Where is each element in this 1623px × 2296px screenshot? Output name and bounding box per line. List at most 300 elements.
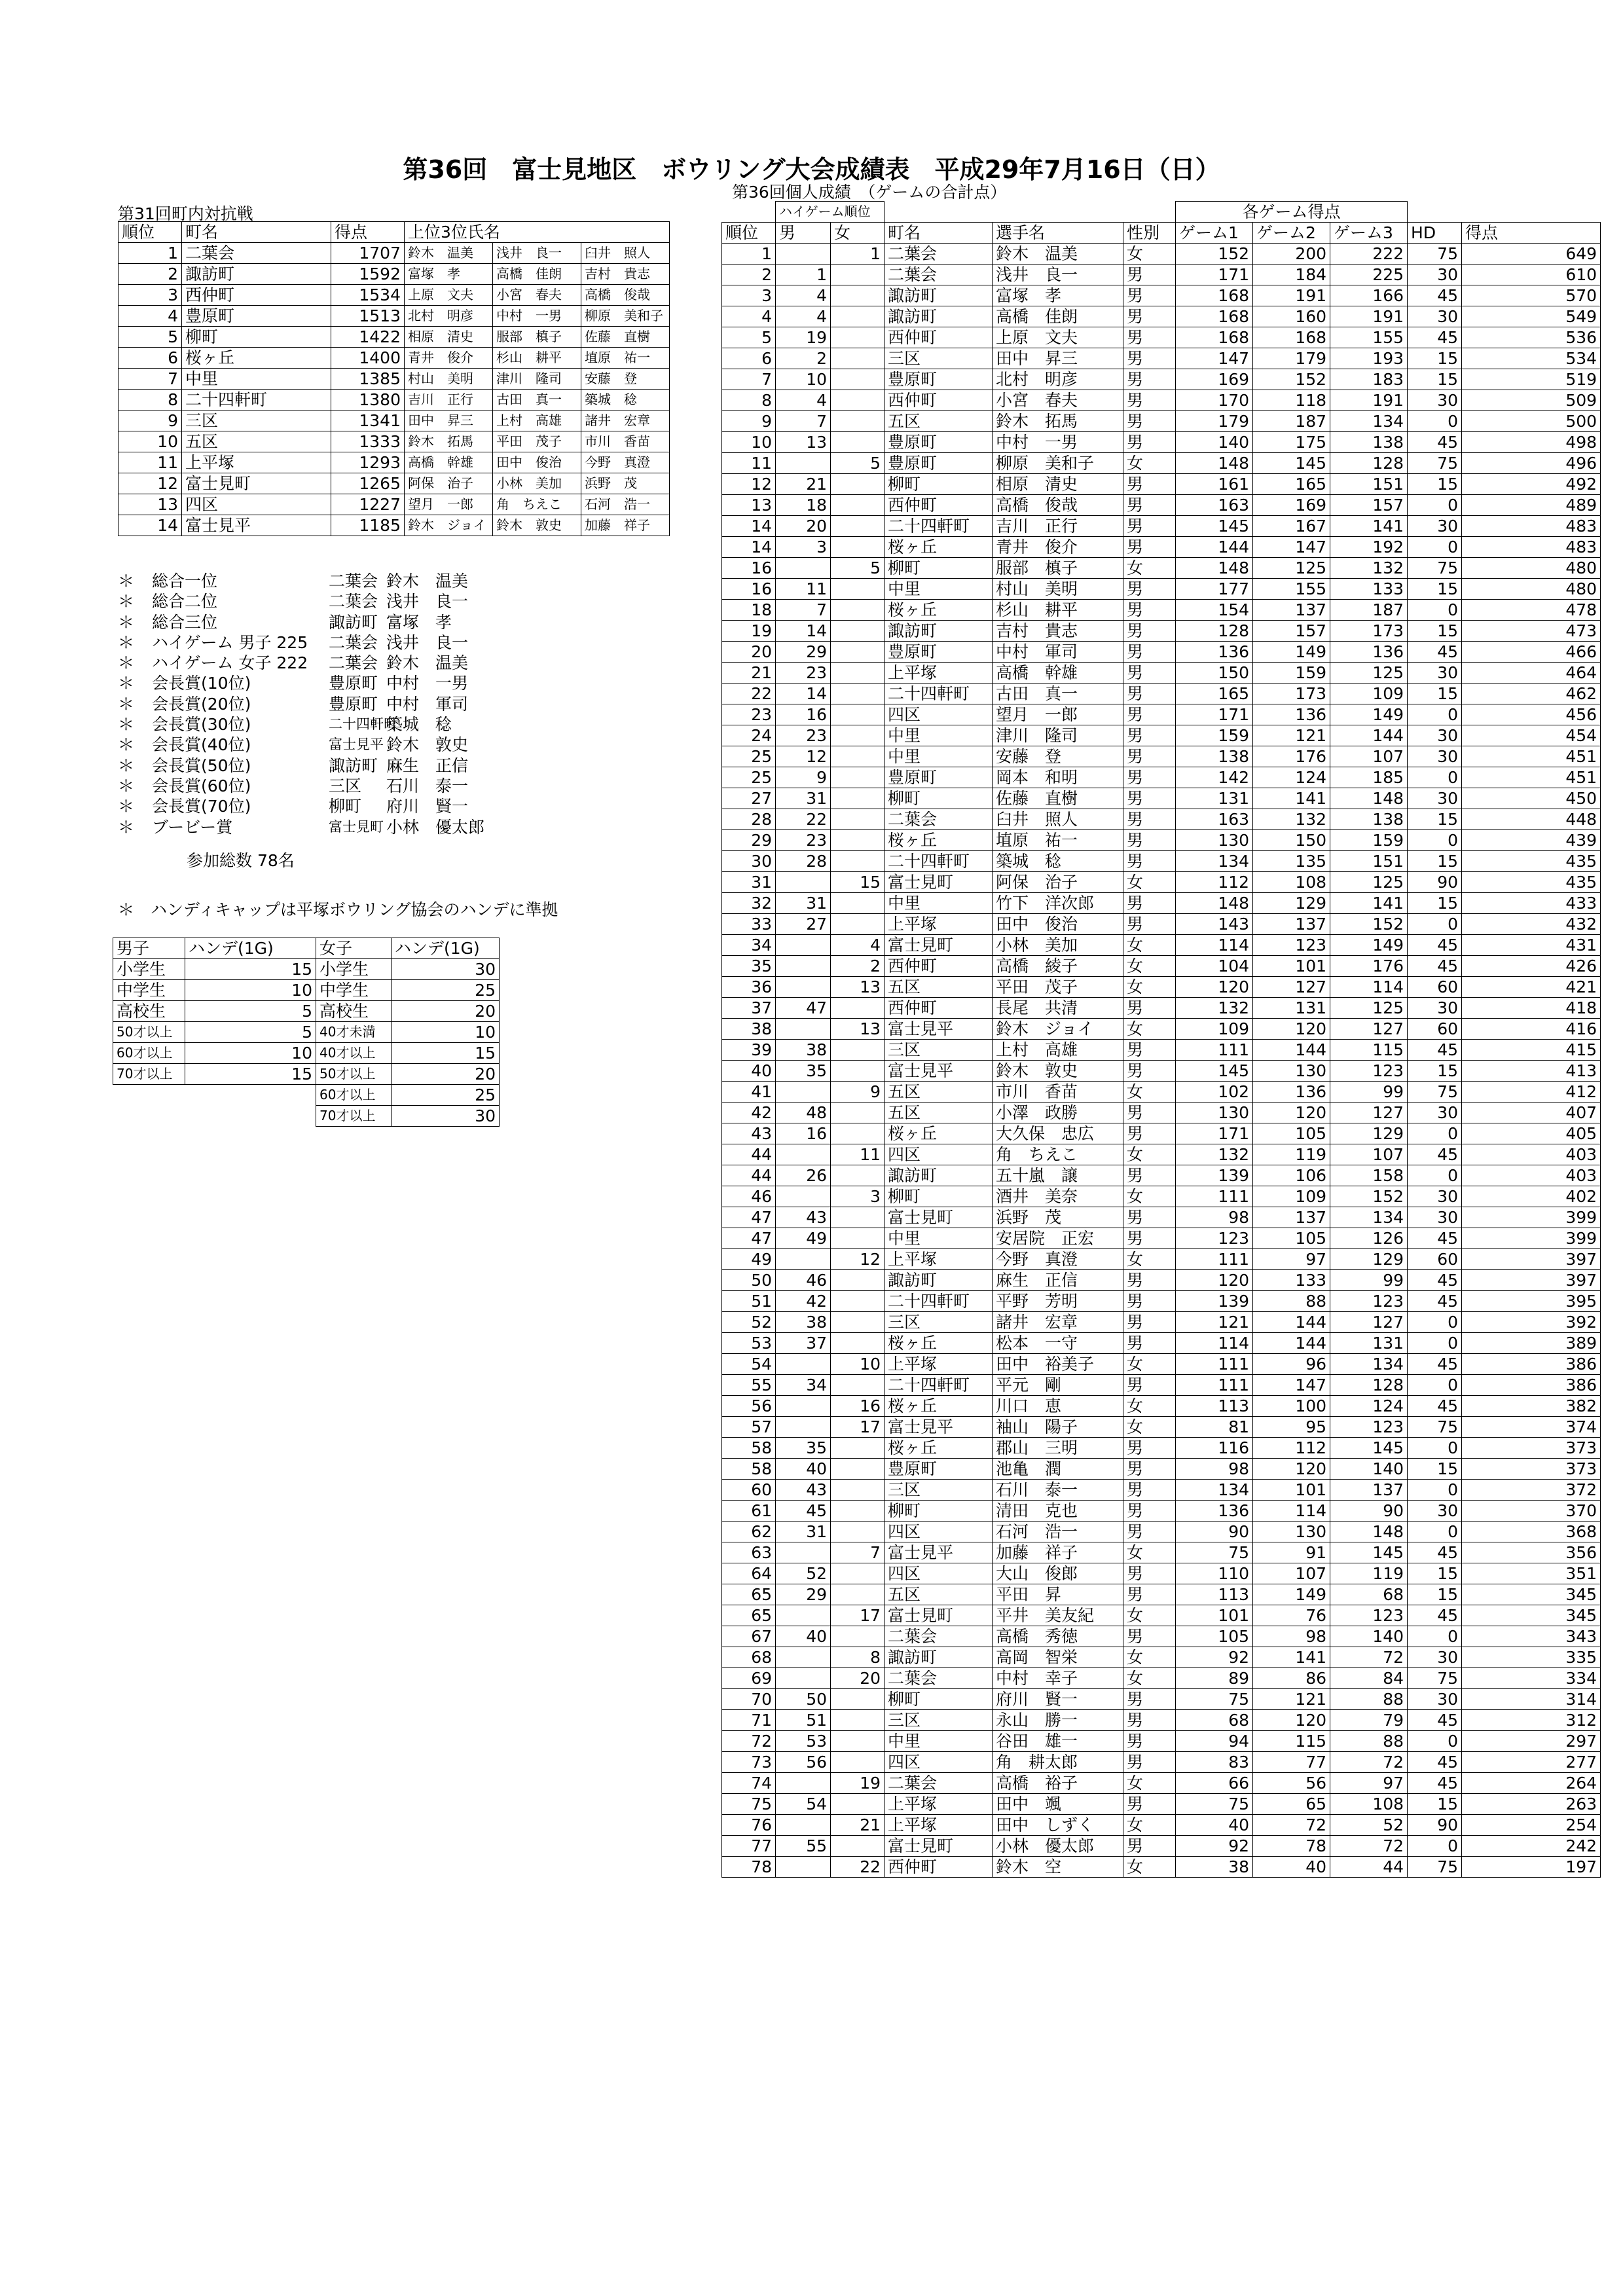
player-name-cell: 鈴木 拓馬 xyxy=(993,411,1123,432)
game3-cell: 138 xyxy=(1330,432,1408,453)
hd-cell: 45 xyxy=(1408,642,1462,663)
hd-cell: 0 xyxy=(1408,1731,1462,1752)
game3-cell: 68 xyxy=(1330,1584,1408,1605)
female-rank-cell xyxy=(831,621,884,642)
game1-cell: 136 xyxy=(1176,1501,1253,1522)
table-row xyxy=(722,1186,1601,1207)
male-rank-cell: 31 xyxy=(776,1522,831,1542)
game2-cell: 135 xyxy=(1253,851,1330,872)
female-rank-cell xyxy=(831,1123,884,1144)
town-cell: 柳町 xyxy=(884,788,993,809)
player-name-cell: 鈴木 敦史 xyxy=(993,1061,1123,1082)
male-handicap-cell: 10 xyxy=(185,980,316,1001)
rank-cell: 5 xyxy=(722,327,776,348)
game3-cell: 193 xyxy=(1330,348,1408,369)
award-name: 石川 泰一 xyxy=(386,776,469,795)
table-row xyxy=(119,327,670,348)
table-row xyxy=(722,893,1601,914)
female-rank-cell xyxy=(831,683,884,704)
game2-cell: 65 xyxy=(1253,1794,1330,1815)
male-rank-cell: 2 xyxy=(776,348,831,369)
total-score-cell: 483 xyxy=(1462,516,1601,537)
table-row xyxy=(722,642,1601,663)
male-category-cell: 中学生 xyxy=(113,980,185,1001)
table-row xyxy=(722,1438,1601,1459)
hd-cell: 15 xyxy=(1408,1584,1462,1605)
town-cell: 上平塚 xyxy=(884,1249,993,1270)
total-score-cell: 334 xyxy=(1462,1668,1601,1689)
rank-cell: 4 xyxy=(119,306,182,327)
header-cell: 女子 xyxy=(316,938,392,959)
town-cell: 二十四軒町 xyxy=(884,851,993,872)
player-name-cell: 吉川 正行 xyxy=(993,516,1123,537)
member-cell: 上村 高雄 xyxy=(493,410,581,431)
rank-cell: 30 xyxy=(722,851,776,872)
town-cell: 桜ヶ丘 xyxy=(884,1396,993,1417)
game3-cell: 145 xyxy=(1330,1542,1408,1563)
game1-cell: 75 xyxy=(1176,1689,1253,1710)
player-name-cell: 平田 昇 xyxy=(993,1584,1123,1605)
rank-cell: 73 xyxy=(722,1752,776,1773)
game3-cell: 99 xyxy=(1330,1082,1408,1102)
game2-cell: 76 xyxy=(1253,1605,1330,1626)
rank-cell: 31 xyxy=(722,872,776,893)
game1-cell: 147 xyxy=(1176,348,1253,369)
game3-cell: 187 xyxy=(1330,600,1408,621)
rank-cell: 11 xyxy=(119,452,182,473)
table-row xyxy=(722,516,1601,537)
male-rank-cell: 29 xyxy=(776,642,831,663)
town-cell: 中里 xyxy=(884,579,993,600)
hd-cell: 0 xyxy=(1408,767,1462,788)
game1-cell: 102 xyxy=(1176,1082,1253,1102)
gender-cell: 女 xyxy=(1123,956,1176,977)
male-rank-cell: 43 xyxy=(776,1207,831,1228)
town-cell: 富士見町 xyxy=(884,1836,993,1857)
total-score-cell: 403 xyxy=(1462,1144,1601,1165)
female-rank-cell: 17 xyxy=(831,1605,884,1626)
game3-cell: 140 xyxy=(1330,1459,1408,1480)
total-score-cell: 536 xyxy=(1462,327,1601,348)
member-cell: 鈴木 ジョイ xyxy=(405,515,493,536)
award-name: 麻生 正信 xyxy=(386,756,469,775)
game3-cell: 136 xyxy=(1330,642,1408,663)
member-cell: 中村 一男 xyxy=(493,306,581,327)
game1-cell: 92 xyxy=(1176,1647,1253,1668)
female-category-cell: 70才以上 xyxy=(316,1106,392,1127)
game3-cell: 125 xyxy=(1330,663,1408,683)
score-cell: 1707 xyxy=(331,243,405,264)
member-cell: 吉村 貴志 xyxy=(581,264,670,285)
town-cell: 柳町 xyxy=(884,1689,993,1710)
female-category-cell: 中学生 xyxy=(316,980,392,1001)
player-name-cell: 田中 裕美子 xyxy=(993,1354,1123,1375)
rank-cell: 49 xyxy=(722,1249,776,1270)
total-score-cell: 418 xyxy=(1462,998,1601,1019)
table-row xyxy=(119,243,670,264)
game2-cell: 108 xyxy=(1253,872,1330,893)
game2-cell: 88 xyxy=(1253,1291,1330,1312)
female-category-cell: 40才未満 xyxy=(316,1022,392,1043)
award-bullet: ＊ xyxy=(118,612,135,632)
game1-cell: 121 xyxy=(1176,1312,1253,1333)
table-row xyxy=(722,600,1601,621)
female-rank-cell xyxy=(831,1480,884,1501)
award-item xyxy=(118,694,484,714)
male-rank-cell: 23 xyxy=(776,663,831,683)
hd-cell: 75 xyxy=(1408,1668,1462,1689)
score-cell: 1513 xyxy=(331,306,405,327)
town-cell: 豊原町 xyxy=(884,642,993,663)
male-handicap-cell xyxy=(185,1106,316,1127)
game3-cell: 134 xyxy=(1330,1354,1408,1375)
individual-subtitle: 第36回個人成績 （ゲームの合計点） xyxy=(732,183,1007,202)
total-score-cell: 345 xyxy=(1462,1584,1601,1605)
table-row xyxy=(722,977,1601,998)
award-label: 会長賞(60位) xyxy=(152,776,251,795)
spacer-cell xyxy=(884,202,1176,223)
female-rank-cell xyxy=(831,998,884,1019)
female-rank-cell xyxy=(831,1228,884,1249)
hd-cell: 15 xyxy=(1408,893,1462,914)
member-cell: 青井 俊介 xyxy=(405,348,493,369)
male-rank-cell: 19 xyxy=(776,327,831,348)
game2-cell: 131 xyxy=(1253,998,1330,1019)
male-rank-cell xyxy=(776,956,831,977)
gender-cell: 男 xyxy=(1123,1291,1176,1312)
game2-cell: 127 xyxy=(1253,977,1330,998)
rank-cell: 8 xyxy=(722,390,776,411)
total-score-cell: 399 xyxy=(1462,1228,1601,1249)
rank-cell: 75 xyxy=(722,1794,776,1815)
town-cell: 三区 xyxy=(182,410,331,431)
female-rank-cell xyxy=(831,1061,884,1082)
gender-cell: 男 xyxy=(1123,1459,1176,1480)
member-cell: 浅井 良一 xyxy=(493,243,581,264)
table-row xyxy=(722,285,1601,306)
game3-cell: 222 xyxy=(1330,244,1408,264)
town-cell: 四区 xyxy=(884,1144,993,1165)
table-row xyxy=(722,1731,1601,1752)
gender-cell: 女 xyxy=(1123,1668,1176,1689)
total-score-cell: 431 xyxy=(1462,935,1601,956)
game1-cell: 90 xyxy=(1176,1522,1253,1542)
rank-cell: 65 xyxy=(722,1584,776,1605)
town-cell: 中里 xyxy=(884,746,993,767)
game3-cell: 148 xyxy=(1330,788,1408,809)
rank-cell: 9 xyxy=(119,410,182,431)
game1-cell: 101 xyxy=(1176,1605,1253,1626)
town-cell: 上平塚 xyxy=(884,663,993,683)
town-cell: 四区 xyxy=(884,704,993,725)
game3-cell: 159 xyxy=(1330,830,1408,851)
gender-cell: 男 xyxy=(1123,1836,1176,1857)
hd-cell: 30 xyxy=(1408,1186,1462,1207)
game1-cell: 168 xyxy=(1176,306,1253,327)
game2-cell: 112 xyxy=(1253,1438,1330,1459)
game1-cell: 128 xyxy=(1176,621,1253,642)
header-cell: ゲーム3 xyxy=(1330,223,1408,244)
female-rank-cell xyxy=(831,1291,884,1312)
female-rank-cell: 4 xyxy=(831,935,884,956)
gender-cell: 男 xyxy=(1123,1270,1176,1291)
player-name-cell: 今野 真澄 xyxy=(993,1249,1123,1270)
female-rank-cell: 10 xyxy=(831,1354,884,1375)
table-header-row xyxy=(722,223,1601,244)
rank-cell: 60 xyxy=(722,1480,776,1501)
rank-cell: 16 xyxy=(722,579,776,600)
hd-cell: 45 xyxy=(1408,327,1462,348)
male-rank-cell: 40 xyxy=(776,1626,831,1647)
total-score-cell: 277 xyxy=(1462,1752,1601,1773)
player-name-cell: 中村 幸子 xyxy=(993,1668,1123,1689)
gender-cell: 女 xyxy=(1123,453,1176,474)
game2-cell: 101 xyxy=(1253,1480,1330,1501)
female-rank-cell xyxy=(831,474,884,495)
hd-cell: 45 xyxy=(1408,1144,1462,1165)
game1-cell: 66 xyxy=(1176,1773,1253,1794)
game2-cell: 120 xyxy=(1253,1459,1330,1480)
total-score-cell: 368 xyxy=(1462,1522,1601,1542)
rank-cell: 57 xyxy=(722,1417,776,1438)
spacer-cell xyxy=(1408,202,1601,223)
hd-cell: 15 xyxy=(1408,579,1462,600)
game1-cell: 163 xyxy=(1176,809,1253,830)
table-row xyxy=(722,851,1601,872)
award-label: ハイゲーム 女子 222 xyxy=(152,653,308,673)
player-name-cell: 大山 俊郎 xyxy=(993,1563,1123,1584)
gender-cell: 女 xyxy=(1123,1082,1176,1102)
total-score-cell: 335 xyxy=(1462,1647,1601,1668)
male-rank-cell xyxy=(776,1815,831,1836)
female-rank-cell: 17 xyxy=(831,1417,884,1438)
hd-cell: 0 xyxy=(1408,1438,1462,1459)
total-score-cell: 263 xyxy=(1462,1794,1601,1815)
table-row xyxy=(119,390,670,410)
table-row xyxy=(119,452,670,473)
game2-cell: 168 xyxy=(1253,327,1330,348)
member-cell: 築城 稔 xyxy=(581,390,670,410)
table-row xyxy=(119,515,670,536)
game3-cell: 166 xyxy=(1330,285,1408,306)
hd-cell: 15 xyxy=(1408,1563,1462,1584)
game2-cell: 132 xyxy=(1253,809,1330,830)
gender-cell: 女 xyxy=(1123,1354,1176,1375)
rank-cell: 55 xyxy=(722,1375,776,1396)
game3-cell: 149 xyxy=(1330,935,1408,956)
game3-cell: 132 xyxy=(1330,558,1408,579)
player-name-cell: 袖山 陽子 xyxy=(993,1417,1123,1438)
game1-cell: 143 xyxy=(1176,914,1253,935)
female-rank-cell xyxy=(831,327,884,348)
table-row xyxy=(722,1270,1601,1291)
female-rank-cell xyxy=(831,600,884,621)
male-rank-cell xyxy=(776,558,831,579)
player-name-cell: 小澤 政勝 xyxy=(993,1102,1123,1123)
player-name-cell: 浅井 良一 xyxy=(993,264,1123,285)
rank-cell: 23 xyxy=(722,704,776,725)
game3-cell: 128 xyxy=(1330,1375,1408,1396)
award-town: 富士見町 xyxy=(329,818,384,835)
total-score-cell: 466 xyxy=(1462,642,1601,663)
gender-cell: 男 xyxy=(1123,537,1176,558)
female-rank-cell xyxy=(831,1207,884,1228)
female-rank-cell: 13 xyxy=(831,1019,884,1040)
gender-cell: 男 xyxy=(1123,474,1176,495)
game1-cell: 114 xyxy=(1176,1333,1253,1354)
female-rank-cell: 5 xyxy=(831,453,884,474)
table-row xyxy=(722,579,1601,600)
town-cell: 二十四軒町 xyxy=(884,516,993,537)
male-rank-cell: 51 xyxy=(776,1710,831,1731)
member-cell: 小宮 春夫 xyxy=(493,285,581,306)
gender-cell: 男 xyxy=(1123,1689,1176,1710)
male-rank-cell: 40 xyxy=(776,1459,831,1480)
gender-cell: 女 xyxy=(1123,1396,1176,1417)
town-cell: 豊原町 xyxy=(182,306,331,327)
game2-cell: 157 xyxy=(1253,621,1330,642)
award-bullet: ＊ xyxy=(118,817,135,837)
town-cell: 五区 xyxy=(884,1102,993,1123)
rank-cell: 53 xyxy=(722,1333,776,1354)
game2-cell: 137 xyxy=(1253,914,1330,935)
total-score-cell: 373 xyxy=(1462,1459,1601,1480)
game3-cell: 109 xyxy=(1330,683,1408,704)
game2-cell: 179 xyxy=(1253,348,1330,369)
table-row xyxy=(722,1501,1601,1522)
hd-cell: 30 xyxy=(1408,746,1462,767)
game3-cell: 151 xyxy=(1330,851,1408,872)
game2-cell: 96 xyxy=(1253,1354,1330,1375)
male-handicap-cell: 15 xyxy=(185,1064,316,1085)
hd-cell: 45 xyxy=(1408,1710,1462,1731)
male-rank-cell xyxy=(776,1542,831,1563)
game2-cell: 123 xyxy=(1253,935,1330,956)
hd-cell: 30 xyxy=(1408,1501,1462,1522)
town-cell: 二十四軒町 xyxy=(884,1291,993,1312)
header-cell: 男子 xyxy=(113,938,185,959)
male-category-cell: 高校生 xyxy=(113,1001,185,1022)
player-name-cell: 田中 昇三 xyxy=(993,348,1123,369)
total-score-cell: 312 xyxy=(1462,1710,1601,1731)
town-cell: 四区 xyxy=(884,1522,993,1542)
town-cell: 諏訪町 xyxy=(884,1165,993,1186)
member-cell: 浜野 茂 xyxy=(581,473,670,494)
female-rank-cell: 9 xyxy=(831,1082,884,1102)
game2-cell: 200 xyxy=(1253,244,1330,264)
town-cell: 富士見平 xyxy=(884,1019,993,1040)
total-score-cell: 454 xyxy=(1462,725,1601,746)
female-rank-cell: 8 xyxy=(831,1647,884,1668)
award-bullet: ＊ xyxy=(118,592,135,611)
gender-cell: 男 xyxy=(1123,767,1176,788)
gender-cell: 男 xyxy=(1123,1563,1176,1584)
game2-cell: 119 xyxy=(1253,1144,1330,1165)
score-cell: 1422 xyxy=(331,327,405,348)
award-name: 鈴木 敦史 xyxy=(386,735,469,755)
game2-cell: 152 xyxy=(1253,369,1330,390)
player-name-cell: 五十嵐 譲 xyxy=(993,1165,1123,1186)
male-rank-cell xyxy=(776,453,831,474)
rank-cell: 44 xyxy=(722,1144,776,1165)
town-cell: 三区 xyxy=(884,1480,993,1501)
rank-cell: 77 xyxy=(722,1836,776,1857)
game1-cell: 111 xyxy=(1176,1040,1253,1061)
rank-cell: 28 xyxy=(722,809,776,830)
game2-cell: 144 xyxy=(1253,1040,1330,1061)
town-cell: 富士見町 xyxy=(884,1207,993,1228)
town-cell: 五区 xyxy=(884,977,993,998)
rank-cell: 34 xyxy=(722,935,776,956)
gender-cell: 男 xyxy=(1123,411,1176,432)
table-row xyxy=(722,1626,1601,1647)
game2-cell: 173 xyxy=(1253,683,1330,704)
table-row xyxy=(722,809,1601,830)
hd-cell: 15 xyxy=(1408,1794,1462,1815)
total-score-cell: 407 xyxy=(1462,1102,1601,1123)
rank-cell: 39 xyxy=(722,1040,776,1061)
award-town: 二葉会 xyxy=(329,632,378,652)
table-row xyxy=(722,725,1601,746)
table-row xyxy=(722,1354,1601,1375)
game1-cell: 92 xyxy=(1176,1836,1253,1857)
game2-cell: 120 xyxy=(1253,1019,1330,1040)
female-handicap-cell: 25 xyxy=(392,980,500,1001)
table-row xyxy=(722,788,1601,809)
hd-cell: 0 xyxy=(1408,830,1462,851)
game2-cell: 160 xyxy=(1253,306,1330,327)
rank-cell: 56 xyxy=(722,1396,776,1417)
player-name-cell: 北村 明彦 xyxy=(993,369,1123,390)
game1-cell: 139 xyxy=(1176,1291,1253,1312)
award-town: 二葉会 xyxy=(329,592,378,611)
female-rank-cell xyxy=(831,746,884,767)
group-header-game-scores: 各ゲーム得点 xyxy=(1176,202,1408,223)
gender-cell: 女 xyxy=(1123,1542,1176,1563)
game2-cell: 100 xyxy=(1253,1396,1330,1417)
group-header-row xyxy=(722,202,1601,223)
gender-cell: 男 xyxy=(1123,1501,1176,1522)
game1-cell: 165 xyxy=(1176,683,1253,704)
game2-cell: 167 xyxy=(1253,516,1330,537)
hd-cell: 0 xyxy=(1408,914,1462,935)
town-cell: 四区 xyxy=(884,1752,993,1773)
gender-cell: 男 xyxy=(1123,1438,1176,1459)
rank-cell: 71 xyxy=(722,1710,776,1731)
game3-cell: 115 xyxy=(1330,1040,1408,1061)
female-category-cell: 高校生 xyxy=(316,1001,392,1022)
town-cell: 桜ヶ丘 xyxy=(884,537,993,558)
table-row xyxy=(722,1228,1601,1249)
game3-cell: 99 xyxy=(1330,1270,1408,1291)
male-rank-cell: 27 xyxy=(776,914,831,935)
hd-cell: 0 xyxy=(1408,1375,1462,1396)
female-rank-cell xyxy=(831,1626,884,1647)
total-score-cell: 451 xyxy=(1462,746,1601,767)
total-score-cell: 345 xyxy=(1462,1605,1601,1626)
game3-cell: 123 xyxy=(1330,1061,1408,1082)
header-cell: 性別 xyxy=(1123,223,1176,244)
award-bullet: ＊ xyxy=(118,756,135,775)
game3-cell: 107 xyxy=(1330,746,1408,767)
rank-cell: 7 xyxy=(722,369,776,390)
table-row xyxy=(722,1417,1601,1438)
town-cell: 柳町 xyxy=(884,1501,993,1522)
game3-cell: 44 xyxy=(1330,1857,1408,1878)
table-row xyxy=(722,1291,1601,1312)
gender-cell: 女 xyxy=(1123,1815,1176,1836)
town-cell: 豊原町 xyxy=(884,369,993,390)
